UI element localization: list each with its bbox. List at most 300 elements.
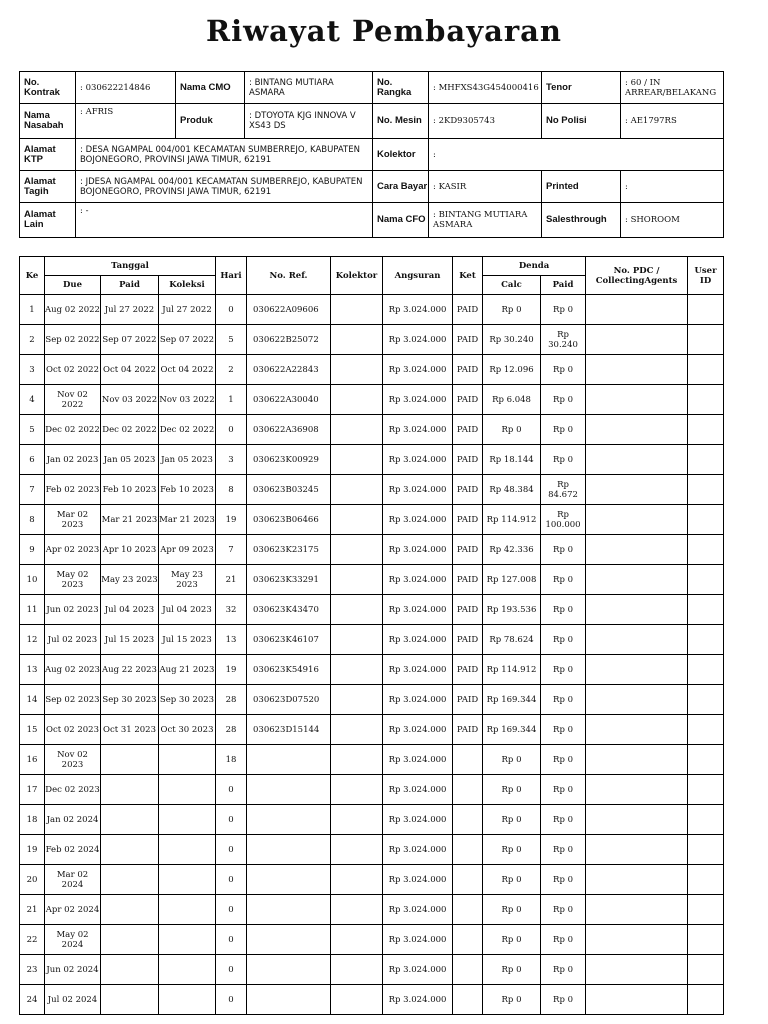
col-tanggal: Tanggal: [45, 257, 216, 276]
col-no-pdc: No. PDC / CollectingAgents: [586, 257, 688, 295]
row-user-cell: [688, 475, 724, 505]
row-user-cell: [688, 955, 724, 985]
col-kolektor: Kolektor: [331, 257, 383, 295]
alamat-tagih-value: : JDESA NGAMPAL 004/001 KECAMATAN SUMBERREJO, KABUPATEN BOJONEGORO, PROVINSI JAWA TIMUR, 62191: [76, 171, 373, 203]
row-user-cell: [688, 655, 724, 685]
row-denda-calc-cell: Rp 78.624: [483, 625, 541, 655]
row-ket-cell: [453, 835, 483, 865]
row-angsuran-cell: Rp 3.024.000: [383, 385, 453, 415]
row-denda-calc-cell: Rp 0: [483, 775, 541, 805]
row-koleksi-cell: Oct 30 2023: [159, 715, 216, 745]
payment-history-table: [19, 256, 724, 1015]
row-denda-calc-cell: Rp 169.344: [483, 685, 541, 715]
row-due-cell: Apr 02 2024: [45, 895, 101, 925]
row-angsuran-cell: Rp 3.024.000: [383, 565, 453, 595]
row-angsuran-cell: Rp 3.024.000: [383, 325, 453, 355]
row-due-cell: Feb 02 2024: [45, 835, 101, 865]
produk-value: : DTOYOTA KJG INNOVA V XS43 DS: [245, 104, 373, 139]
row-angsuran-cell: Rp 3.024.000: [383, 625, 453, 655]
row-koleksi-cell: [159, 925, 216, 955]
row-denda-paid-cell: Rp 0: [541, 805, 586, 835]
no-polisi-label: No Polisi: [542, 104, 621, 139]
row-denda-paid-cell: Rp 0: [541, 895, 586, 925]
alamat-ktp-label: Alamat KTP: [20, 139, 76, 171]
row-koleksi-cell: Feb 10 2023: [159, 475, 216, 505]
row-pdc-cell: [586, 595, 688, 625]
row-due-cell: Oct 02 2022: [45, 355, 101, 385]
row-denda-paid-cell: Rp 100.000: [541, 505, 586, 535]
row-koleksi-cell: Sep 07 2022: [159, 325, 216, 355]
row-hari-cell: 7: [216, 535, 247, 565]
row-kolektor-cell: [331, 565, 383, 595]
row-hari-cell: 19: [216, 505, 247, 535]
table-row: [20, 505, 724, 535]
row-denda-calc-cell: Rp 0: [483, 865, 541, 895]
row-pdc-cell: [586, 355, 688, 385]
row-due-cell: Dec 02 2023: [45, 775, 101, 805]
table-row: [20, 685, 724, 715]
row-angsuran-cell: Rp 3.024.000: [383, 595, 453, 625]
row-ref-cell: 030623D07520: [247, 685, 331, 715]
row-due-cell: Nov 02 2023: [45, 745, 101, 775]
row-kolektor-cell: [331, 475, 383, 505]
row-due-cell: Aug 02 2022: [45, 295, 101, 325]
row-paid-cell: Jan 05 2023: [101, 445, 159, 475]
cara-bayar-label: Cara Bayar: [373, 171, 429, 203]
row-ket-cell: PAID: [453, 655, 483, 685]
row-pdc-cell: [586, 325, 688, 355]
no-kontrak-label: No. Kontrak: [20, 72, 76, 104]
row-ket-cell: PAID: [453, 535, 483, 565]
row-denda-paid-cell: Rp 0: [541, 595, 586, 625]
row-angsuran-cell: Rp 3.024.000: [383, 415, 453, 445]
row-denda-calc-cell: Rp 169.344: [483, 715, 541, 745]
no-rangka-label: No. Rangka: [373, 72, 429, 104]
row-angsuran-cell: Rp 3.024.000: [383, 865, 453, 895]
printed-value: :: [621, 171, 724, 203]
row-ke-cell: 24: [20, 985, 45, 1015]
row-pdc-cell: [586, 865, 688, 895]
row-kolektor-cell: [331, 535, 383, 565]
row-kolektor-cell: [331, 685, 383, 715]
row-ket-cell: [453, 775, 483, 805]
row-kolektor-cell: [331, 925, 383, 955]
row-pdc-cell: [586, 955, 688, 985]
row-hari-cell: 0: [216, 835, 247, 865]
row-ket-cell: PAID: [453, 475, 483, 505]
row-hari-cell: 0: [216, 415, 247, 445]
row-user-cell: [688, 595, 724, 625]
row-denda-paid-cell: Rp 0: [541, 295, 586, 325]
row-koleksi-cell: Nov 03 2022: [159, 385, 216, 415]
row-ke-cell: 20: [20, 865, 45, 895]
row-user-cell: [688, 775, 724, 805]
row-pdc-cell: [586, 715, 688, 745]
row-angsuran-cell: Rp 3.024.000: [383, 715, 453, 745]
row-koleksi-cell: [159, 895, 216, 925]
row-due-cell: Jul 02 2023: [45, 625, 101, 655]
row-koleksi-cell: Jul 04 2023: [159, 595, 216, 625]
row-denda-calc-cell: Rp 0: [483, 955, 541, 985]
row-due-cell: May 02 2023: [45, 565, 101, 595]
row-paid-cell: Jul 15 2023: [101, 625, 159, 655]
row-ref-cell: [247, 835, 331, 865]
row-angsuran-cell: Rp 3.024.000: [383, 445, 453, 475]
row-kolektor-cell: [331, 595, 383, 625]
row-koleksi-cell: Jul 27 2022: [159, 295, 216, 325]
row-angsuran-cell: Rp 3.024.000: [383, 745, 453, 775]
row-kolektor-cell: [331, 445, 383, 475]
payment-rows: [20, 295, 724, 1015]
row-kolektor-cell: [331, 355, 383, 385]
row-pdc-cell: [586, 745, 688, 775]
row-hari-cell: 8: [216, 475, 247, 505]
row-hari-cell: 21: [216, 565, 247, 595]
row-paid-cell: Sep 30 2023: [101, 685, 159, 715]
table-row: [20, 805, 724, 835]
row-ket-cell: [453, 925, 483, 955]
table-row: [20, 475, 724, 505]
info-row-2: [20, 104, 724, 139]
row-denda-paid-cell: Rp 0: [541, 775, 586, 805]
table-row: [20, 655, 724, 685]
row-paid-cell: Sep 07 2022: [101, 325, 159, 355]
row-ket-cell: [453, 955, 483, 985]
row-kolektor-cell: [331, 415, 383, 445]
row-ref-cell: [247, 805, 331, 835]
row-ref-cell: 030623K23175: [247, 535, 331, 565]
row-denda-calc-cell: Rp 114.912: [483, 505, 541, 535]
col-user-id: User ID: [688, 257, 724, 295]
contract-info-table: [19, 71, 724, 238]
row-ke-cell: 2: [20, 325, 45, 355]
row-kolektor-cell: [331, 985, 383, 1015]
row-denda-paid-cell: Rp 0: [541, 685, 586, 715]
row-pdc-cell: [586, 535, 688, 565]
row-koleksi-cell: [159, 745, 216, 775]
row-denda-calc-cell: Rp 0: [483, 745, 541, 775]
col-angsuran: Angsuran: [383, 257, 453, 295]
row-due-cell: Dec 02 2022: [45, 415, 101, 445]
row-ref-cell: 030622A22843: [247, 355, 331, 385]
row-angsuran-cell: Rp 3.024.000: [383, 685, 453, 715]
row-hari-cell: 19: [216, 655, 247, 685]
row-denda-paid-cell: Rp 0: [541, 415, 586, 445]
row-koleksi-cell: [159, 835, 216, 865]
row-denda-calc-cell: Rp 6.048: [483, 385, 541, 415]
table-row: [20, 985, 724, 1015]
row-hari-cell: 0: [216, 295, 247, 325]
row-user-cell: [688, 295, 724, 325]
row-angsuran-cell: Rp 3.024.000: [383, 985, 453, 1015]
table-row: [20, 955, 724, 985]
row-due-cell: Jan 02 2024: [45, 805, 101, 835]
row-ref-cell: 030623B03245: [247, 475, 331, 505]
row-denda-paid-cell: Rp 0: [541, 835, 586, 865]
row-ke-cell: 5: [20, 415, 45, 445]
row-denda-calc-cell: Rp 193.536: [483, 595, 541, 625]
row-koleksi-cell: [159, 865, 216, 895]
row-user-cell: [688, 715, 724, 745]
row-paid-cell: Jul 04 2023: [101, 595, 159, 625]
row-paid-cell: Oct 04 2022: [101, 355, 159, 385]
nama-nasabah-value: : AFRIS: [76, 104, 176, 139]
tenor-value: : 60 / IN ARREAR/BELAKANG: [621, 72, 724, 104]
no-mesin-label: No. Mesin: [373, 104, 429, 139]
info-row-1: [20, 72, 724, 104]
table-row: [20, 865, 724, 895]
row-angsuran-cell: Rp 3.024.000: [383, 535, 453, 565]
row-denda-paid-cell: Rp 0: [541, 925, 586, 955]
row-ke-cell: 17: [20, 775, 45, 805]
row-due-cell: Mar 02 2024: [45, 865, 101, 895]
row-hari-cell: 5: [216, 325, 247, 355]
row-ket-cell: PAID: [453, 295, 483, 325]
row-due-cell: Jun 02 2023: [45, 595, 101, 625]
row-ref-cell: 030622B25072: [247, 325, 331, 355]
row-ref-cell: 030623K43470: [247, 595, 331, 625]
salesthrough-label: Salesthrough: [542, 203, 621, 238]
row-koleksi-cell: Sep 30 2023: [159, 685, 216, 715]
row-kolektor-cell: [331, 895, 383, 925]
row-kolektor-cell: [331, 955, 383, 985]
row-paid-cell: [101, 925, 159, 955]
no-rangka-value: : MHFXS43G454000416: [429, 72, 542, 104]
tenor-label: Tenor: [542, 72, 621, 104]
table-row: [20, 715, 724, 745]
row-ref-cell: [247, 745, 331, 775]
row-denda-paid-cell: Rp 0: [541, 955, 586, 985]
row-pdc-cell: [586, 895, 688, 925]
row-kolektor-cell: [331, 865, 383, 895]
nama-cmo-value: : BINTANG MUTIARA ASMARA: [245, 72, 373, 104]
row-hari-cell: 2: [216, 355, 247, 385]
row-koleksi-cell: Jan 05 2023: [159, 445, 216, 475]
row-kolektor-cell: [331, 655, 383, 685]
row-angsuran-cell: Rp 3.024.000: [383, 655, 453, 685]
row-denda-paid-cell: Rp 30.240: [541, 325, 586, 355]
col-koleksi: Koleksi: [159, 276, 216, 295]
row-ket-cell: PAID: [453, 445, 483, 475]
row-ke-cell: 22: [20, 925, 45, 955]
row-denda-paid-cell: Rp 84.672: [541, 475, 586, 505]
row-ref-cell: 030623D15144: [247, 715, 331, 745]
row-paid-cell: [101, 985, 159, 1015]
row-ref-cell: [247, 985, 331, 1015]
row-paid-cell: Oct 31 2023: [101, 715, 159, 745]
row-ref-cell: 030623B06466: [247, 505, 331, 535]
row-due-cell: Oct 02 2023: [45, 715, 101, 745]
row-ket-cell: PAID: [453, 715, 483, 745]
row-paid-cell: Nov 03 2022: [101, 385, 159, 415]
table-row: [20, 835, 724, 865]
table-row: [20, 295, 724, 325]
row-ref-cell: 030622A09606: [247, 295, 331, 325]
row-denda-calc-cell: Rp 0: [483, 925, 541, 955]
row-ket-cell: PAID: [453, 565, 483, 595]
row-koleksi-cell: Dec 02 2022: [159, 415, 216, 445]
row-denda-calc-cell: Rp 0: [483, 295, 541, 325]
row-ke-cell: 11: [20, 595, 45, 625]
row-pdc-cell: [586, 385, 688, 415]
row-ket-cell: [453, 745, 483, 775]
row-ke-cell: 4: [20, 385, 45, 415]
row-koleksi-cell: Mar 21 2023: [159, 505, 216, 535]
no-kontrak-value: : 030622214846: [76, 72, 176, 104]
row-user-cell: [688, 835, 724, 865]
col-denda-paid: Paid: [541, 276, 586, 295]
row-ref-cell: 030622A36908: [247, 415, 331, 445]
row-denda-calc-cell: Rp 42.336: [483, 535, 541, 565]
row-user-cell: [688, 925, 724, 955]
row-hari-cell: 28: [216, 685, 247, 715]
row-denda-calc-cell: Rp 127.008: [483, 565, 541, 595]
row-ke-cell: 21: [20, 895, 45, 925]
row-hari-cell: 0: [216, 805, 247, 835]
table-row: [20, 625, 724, 655]
table-row: [20, 355, 724, 385]
row-ref-cell: [247, 865, 331, 895]
table-row: [20, 415, 724, 445]
no-mesin-value: : 2KD9305743: [429, 104, 542, 139]
row-kolektor-cell: [331, 505, 383, 535]
row-koleksi-cell: Apr 09 2023: [159, 535, 216, 565]
row-ref-cell: [247, 895, 331, 925]
row-ke-cell: 7: [20, 475, 45, 505]
row-pdc-cell: [586, 295, 688, 325]
row-ke-cell: 19: [20, 835, 45, 865]
row-koleksi-cell: [159, 805, 216, 835]
col-ket: Ket: [453, 257, 483, 295]
col-ke: Ke: [20, 257, 45, 295]
row-denda-paid-cell: Rp 0: [541, 745, 586, 775]
row-denda-paid-cell: Rp 0: [541, 535, 586, 565]
col-hari: Hari: [216, 257, 247, 295]
row-ref-cell: 030623K46107: [247, 625, 331, 655]
row-user-cell: [688, 445, 724, 475]
row-paid-cell: [101, 775, 159, 805]
row-koleksi-cell: [159, 985, 216, 1015]
row-kolektor-cell: [331, 295, 383, 325]
row-kolektor-cell: [331, 835, 383, 865]
row-pdc-cell: [586, 445, 688, 475]
produk-label: Produk: [176, 104, 245, 139]
row-ref-cell: 030622A30040: [247, 385, 331, 415]
table-row: [20, 895, 724, 925]
row-koleksi-cell: [159, 775, 216, 805]
row-pdc-cell: [586, 655, 688, 685]
row-kolektor-cell: [331, 385, 383, 415]
row-ket-cell: PAID: [453, 595, 483, 625]
row-ket-cell: PAID: [453, 685, 483, 715]
row-due-cell: Sep 02 2023: [45, 685, 101, 715]
table-row: [20, 745, 724, 775]
row-hari-cell: 0: [216, 865, 247, 895]
row-ke-cell: 14: [20, 685, 45, 715]
row-hari-cell: 0: [216, 925, 247, 955]
row-ket-cell: PAID: [453, 355, 483, 385]
alamat-lain-label: Alamat Lain: [20, 203, 76, 238]
row-hari-cell: 0: [216, 895, 247, 925]
row-user-cell: [688, 805, 724, 835]
row-ref-cell: [247, 925, 331, 955]
row-denda-paid-cell: Rp 0: [541, 985, 586, 1015]
row-koleksi-cell: May 23 2023: [159, 565, 216, 595]
nama-cfo-label: Nama CFO: [373, 203, 429, 238]
row-pdc-cell: [586, 805, 688, 835]
kolektor-label: Kolektor: [373, 139, 429, 171]
row-paid-cell: Dec 02 2022: [101, 415, 159, 445]
row-pdc-cell: [586, 835, 688, 865]
row-due-cell: Sep 02 2022: [45, 325, 101, 355]
row-ket-cell: [453, 985, 483, 1015]
row-angsuran-cell: Rp 3.024.000: [383, 925, 453, 955]
row-denda-paid-cell: Rp 0: [541, 655, 586, 685]
row-koleksi-cell: Oct 04 2022: [159, 355, 216, 385]
row-denda-calc-cell: Rp 0: [483, 985, 541, 1015]
row-denda-calc-cell: Rp 0: [483, 835, 541, 865]
row-ket-cell: [453, 895, 483, 925]
col-denda: Denda: [483, 257, 586, 276]
row-hari-cell: 0: [216, 985, 247, 1015]
row-ref-cell: [247, 775, 331, 805]
alamat-lain-value: : -: [76, 203, 373, 238]
table-row: [20, 565, 724, 595]
row-user-cell: [688, 535, 724, 565]
page-title: Riwayat Pembayaran: [205, 14, 563, 48]
row-ke-cell: 8: [20, 505, 45, 535]
row-pdc-cell: [586, 775, 688, 805]
row-angsuran-cell: Rp 3.024.000: [383, 775, 453, 805]
alamat-ktp-value: : DESA NGAMPAL 004/001 KECAMATAN SUMBERREJO, KABUPATEN BOJONEGORO, PROVINSI JAWA TIMUR, 62191: [76, 139, 373, 171]
row-due-cell: Aug 02 2023: [45, 655, 101, 685]
row-user-cell: [688, 325, 724, 355]
row-angsuran-cell: Rp 3.024.000: [383, 295, 453, 325]
printed-label: Printed: [542, 171, 621, 203]
row-angsuran-cell: Rp 3.024.000: [383, 505, 453, 535]
col-due: Due: [45, 276, 101, 295]
row-hari-cell: 0: [216, 775, 247, 805]
row-koleksi-cell: Aug 21 2023: [159, 655, 216, 685]
row-hari-cell: 28: [216, 715, 247, 745]
table-row: [20, 775, 724, 805]
row-kolektor-cell: [331, 625, 383, 655]
table-row: [20, 325, 724, 355]
table-row: [20, 535, 724, 565]
row-denda-paid-cell: Rp 0: [541, 445, 586, 475]
row-hari-cell: 1: [216, 385, 247, 415]
row-angsuran-cell: Rp 3.024.000: [383, 475, 453, 505]
row-user-cell: [688, 385, 724, 415]
row-paid-cell: [101, 955, 159, 985]
kolektor-value: :: [429, 139, 724, 171]
row-pdc-cell: [586, 505, 688, 535]
row-angsuran-cell: Rp 3.024.000: [383, 835, 453, 865]
row-denda-calc-cell: Rp 48.384: [483, 475, 541, 505]
row-denda-paid-cell: Rp 0: [541, 565, 586, 595]
info-row-5: [20, 203, 724, 238]
row-ket-cell: [453, 805, 483, 835]
row-denda-calc-cell: Rp 0: [483, 415, 541, 445]
row-paid-cell: Mar 21 2023: [101, 505, 159, 535]
row-due-cell: Jan 02 2023: [45, 445, 101, 475]
row-paid-cell: [101, 835, 159, 865]
row-ke-cell: 12: [20, 625, 45, 655]
row-kolektor-cell: [331, 715, 383, 745]
row-ket-cell: PAID: [453, 415, 483, 445]
row-user-cell: [688, 565, 724, 595]
row-kolektor-cell: [331, 325, 383, 355]
